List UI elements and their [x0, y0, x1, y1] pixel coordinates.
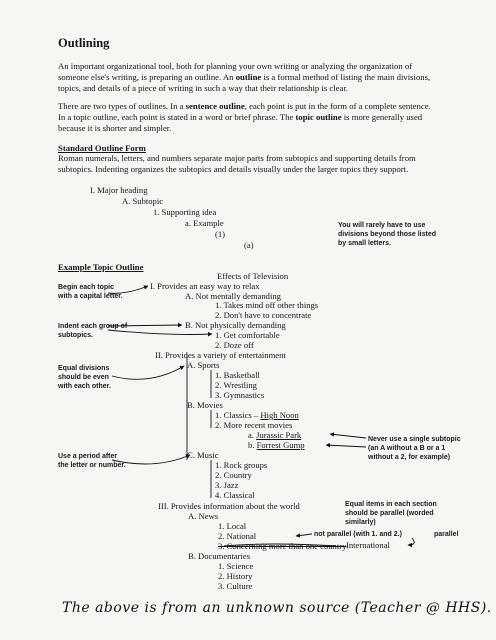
intro-p2-line3: because it is shorter and simpler. [58, 123, 172, 133]
arrow-equal [112, 366, 184, 379]
note-period-line1: Use a period after [58, 453, 118, 460]
outline-ia2: 2. Don't have to concentrate [215, 310, 312, 320]
outline-iia: A. Sports [187, 360, 220, 370]
outline-iic3: 3. Jazz [215, 480, 239, 490]
note-rarely-line2: divisions beyond those listed [338, 231, 437, 238]
outline-iib2a: a. Jurassic Park [248, 430, 302, 440]
standard-item-1: I. Major heading [90, 185, 148, 195]
intro-p1-line2: someone else's writing, is preparing an outline. An outline is a formal method of listing the main divisions, [58, 72, 431, 82]
outline-ia1: 1. Takes mind off other things [215, 300, 319, 310]
note-parallel-line1: Equal items in each section [345, 501, 437, 508]
outline-international: International [346, 540, 390, 550]
note-handwritten-parallel: parallel [434, 531, 459, 538]
note-equal-line3: with each other. [58, 383, 111, 390]
outline-iiib2: 2. History [218, 571, 253, 581]
outline-iiib: B. Documentaries [188, 551, 251, 561]
outline-iic: C. Music [187, 450, 219, 460]
outline-ii: II. Provides a variety of entertainment [155, 350, 286, 360]
handwritten-footer: The above is from an unknown source (Teacher @ HHS). [62, 600, 492, 616]
outline-iia2: 2. Wrestling [215, 380, 257, 390]
intro-p1-line3: topics, and details of a piece of writing in such a way that their relationship is clear. [58, 83, 348, 93]
outline-iiib3: 3. Culture [218, 581, 253, 591]
intro-p2-line1: There are two types of outlines. In a sentence outline, each point is put in the form of a complete sentence. [58, 101, 431, 111]
outline-iib1: 1. Classics – High Noon [215, 410, 299, 420]
standard-item-3: 1. Supporting idea [153, 207, 217, 217]
note-rarely-line1: You will rarely have to use [338, 222, 426, 229]
arrow-international [408, 538, 414, 545]
example-heading: Example Topic Outline [58, 262, 144, 272]
outline-iia3: 3. Gymnastics [215, 390, 265, 400]
outline-ib1: 1. Get comfortable [215, 330, 280, 340]
outline-iic1: 1. Rock groups [215, 460, 268, 470]
note-parallel-line2: should be parallel (worded [345, 510, 434, 517]
standard-item-2: A. Subtopic [122, 196, 164, 206]
intro-p2-line2: In a topic outline, each point is stated in a word or brief phrase. The topic outline is more generally used [58, 112, 423, 122]
outline-ia: A. Not mentally demanding [185, 291, 281, 301]
page-title: Outlining [58, 36, 110, 50]
standard-item-6: (a) [244, 240, 254, 250]
outline-ib2: 2. Doze off [215, 340, 254, 350]
arrow-single-a [330, 434, 366, 438]
outline-iib2: 2. More recent movies [215, 420, 293, 430]
outline-ib: B. Not physically demanding [185, 320, 286, 330]
note-not-parallel: not parallel (with 1. and 2.) [314, 531, 402, 538]
outline-iii: III. Provides information about the world [158, 501, 300, 511]
standard-line2: subtopics. Indenting organizes the subtopics and details visually under the larger topics they support. [58, 164, 409, 174]
outline-i: I. Provides an easy way to relax [150, 281, 260, 291]
note-parallel-line3: similarly) [345, 519, 376, 526]
outline-iiib1: 1. Science [218, 561, 254, 571]
note-single-line3: without a 2, for example) [368, 454, 451, 461]
arrow-single-b [326, 445, 366, 447]
example-center-title: Effects of Television [217, 271, 289, 281]
outline-iic2: 2. Country [215, 470, 252, 480]
note-single-line1: Never use a single subtopic [368, 436, 461, 443]
note-capital-line2: with a capital letter. [58, 293, 123, 300]
standard-item-4: a. Example [185, 218, 224, 228]
outline-iiia2: 2. National [218, 531, 257, 541]
outline-iiia1: 1. Local [218, 521, 247, 531]
note-indent-line2: subtopics. [58, 332, 94, 339]
note-rarely-line3: by small letters. [338, 240, 391, 247]
standard-heading: Standard Outline Form [58, 143, 146, 153]
outline-iic4: 4. Classical [215, 490, 255, 500]
outline-iib2b: b. Forrest Gump [248, 440, 305, 450]
note-indent-line1: Indent each group of [58, 323, 128, 330]
note-single-line2: (an A without a B or a 1 [368, 445, 446, 452]
outline-iib: B. Movies [187, 400, 223, 410]
outline-iia1: 1. Basketball [215, 370, 260, 380]
outline-iiia3: 3. Concerning more than one country [218, 541, 347, 551]
intro-p1-line1: An important organizational tool, both for planning your own writing or analyzing the organization of [58, 61, 413, 71]
arrow-not-parallel [296, 534, 312, 536]
note-equal-line2: should be even [58, 374, 109, 381]
standard-line1: Roman numerals, letters, and numbers separate major parts from subtopics and supporting details from [58, 153, 416, 163]
outline-iiia: A. News [188, 511, 219, 521]
note-period-line2: the letter or number. [58, 462, 126, 469]
note-equal-line1: Equal divisions [58, 365, 110, 372]
note-capital-line1: Begin each topic [58, 284, 115, 291]
standard-item-5: (1) [215, 229, 226, 239]
